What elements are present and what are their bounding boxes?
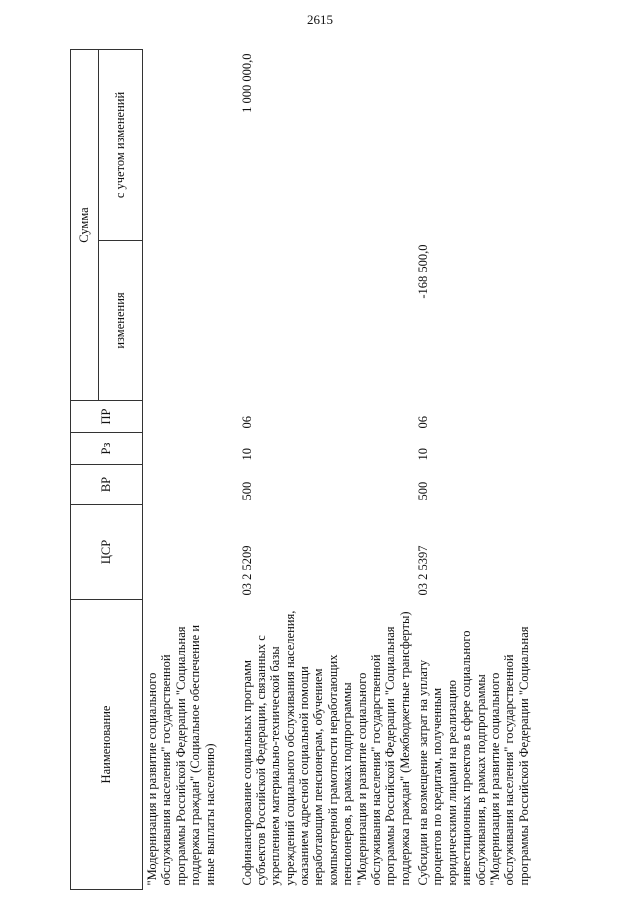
- table-row: [238, 50, 415, 890]
- row-vr: [143, 465, 238, 505]
- row-with-change: 1 000 000,0: [239, 53, 254, 113]
- row-change: -168 500,0: [416, 244, 430, 299]
- header-sum: Сумма: [71, 50, 99, 401]
- header-rz: Рз: [71, 433, 143, 465]
- header-change: изменения: [99, 241, 143, 401]
- header-csr: ЦСР: [71, 505, 143, 600]
- row-pr: 06: [416, 416, 430, 429]
- row-vr: 500: [416, 481, 430, 501]
- rotated-table-container: [70, 50, 598, 890]
- header-with-change: с учетом изменений: [99, 50, 143, 241]
- row-name: Субсидии на возмещение затрат на уплату процентов по кредитам, полученным юридическими лицами на реализацию инвестиционных проектов в сфере социального обслуживания, в рамках подпрограммы "Модернизация и развитие социального обслуживания населения" государственной программы Российской Федерации "Социальная: [416, 626, 531, 886]
- row-rz: 10: [239, 448, 254, 461]
- page-number: 2615: [307, 12, 333, 27]
- table-row: [143, 50, 238, 890]
- row-change: [238, 241, 415, 401]
- header-pr: ПР: [71, 401, 143, 433]
- row-csr: [143, 505, 238, 600]
- budget-table: [70, 49, 533, 890]
- header-vr: ВР: [71, 465, 143, 505]
- row-csr: 03 2 5209: [239, 545, 254, 596]
- table-row: [414, 50, 533, 890]
- row-vr: 500: [239, 481, 254, 501]
- row-name: "Модернизация и развитие социального обслуживания населения" государственной программы Российской Федерации "Социальная поддержка граждан" (Социальное обеспечение и иные выплаты населению): [145, 624, 217, 886]
- row-pr: [143, 401, 238, 433]
- row-pr: 06: [239, 416, 254, 429]
- row-with-change: [143, 50, 238, 241]
- row-csr: 03 2 5397: [416, 545, 430, 596]
- row-name: Софинансирование социальных программ субъектов Российской Федерации, связанных с укреплением материально-технической базы учреждений социального обслуживания населения, оказанием адресной социальной помощи неработающим пенсионерам, обучением компьютерной грамотности неработающих пенсионеров, в рамках подпрограммы "Модернизация и развитие социального обслуживания населения" государственной программы Российской Федерации "Социальная поддержка граждан" (Межбюджетные трансферты): [239, 610, 412, 886]
- row-change: [143, 241, 238, 401]
- header-name: Наименование: [71, 600, 143, 890]
- row-rz: 10: [416, 448, 430, 461]
- row-rz: [143, 433, 238, 465]
- row-with-change: [414, 50, 533, 241]
